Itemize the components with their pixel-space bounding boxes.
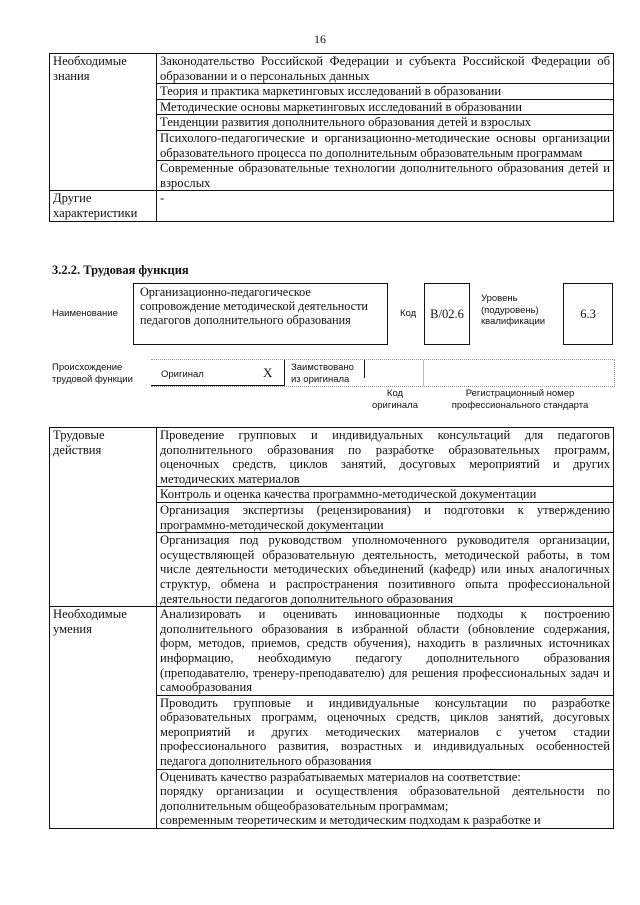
skill-item: Проводить групповые и индивидуальные консультации по разработке образовательных программ, оценочных средств, циклов занятий, досуговых мероприятий и других методических материалов с учетом стадии профессионального развития, возрастных и индивидуальных особенностей педагога дополнительного образования [157, 695, 614, 769]
function-name-box: Организационно-педагогическое сопровождение методической деятельности педагогов дополнительного образования [133, 283, 388, 345]
original-label: Оригинал [161, 369, 204, 380]
knowledge-item: Тенденции развития дополнительного образования детей и взрослых [157, 115, 614, 131]
knowledge-item: Методические основы маркетинговых исследований в образовании [157, 99, 614, 115]
knowledge-item: Законодательство Российской Федерации и субъекта Российской Федерации об образовании и о персональных данных [157, 54, 614, 84]
code-label: Код [400, 308, 417, 319]
labor-action-item: Организация под руководством уполномоченного руководителя организации, осуществляющей образовательную деятельность, методической работы, в том числе деятельности методических объединений (кафедр) или иных аналогичных структур, обмена и распространения позитивного опыта профессиональной деятельности педагогов дополнительного образования [157, 533, 614, 607]
labor-actions-label: Трудовые действия [50, 428, 157, 607]
code-original-caption: Код оригинала [371, 388, 418, 411]
level-label: Уровень (подуровень) квалификации [481, 293, 546, 327]
function-code-box: B/02.6 [424, 283, 470, 345]
required-skills-label: Необходимые умения [50, 607, 157, 829]
labor-action-item: Проведение групповых и индивидуальных консультаций для педагогов дополнительного образования по разработке образовательных программ, оценочных средств, циклов занятий, досуговых мероприятий и других методических материалов [157, 428, 614, 487]
actions-skills-table [49, 427, 614, 829]
other-characteristics-label: Другие характеристики [50, 191, 157, 221]
required-knowledge-label: Необходимые знания [50, 54, 157, 191]
knowledge-table [49, 53, 614, 222]
borrowed-label: Заимствовано из оригинала [291, 362, 354, 385]
qualification-level-box: 6.3 [563, 283, 613, 345]
knowledge-item: Психолого-педагогические и организационно-методические основы организации образовательного процесса по дополнительным образовательным программам [157, 130, 614, 160]
other-characteristics-value: - [157, 191, 614, 221]
original-mark: X [263, 365, 273, 380]
knowledge-item: Современные образовательные технологии дополнительного образования детей и взрослых [157, 161, 614, 191]
reg-number-caption: Регистрационный номер профессионального стандарта [451, 388, 589, 411]
page-number: 16 [314, 32, 326, 46]
divider [423, 360, 424, 386]
origin-label: Происхождение трудовой функции [52, 362, 133, 385]
knowledge-item: Теория и практика маркетинговых исследований в образовании [157, 84, 614, 100]
name-label: Наименование [52, 308, 118, 319]
skill-item: Оценивать качество разрабатываемых материалов на соответствие: порядку организации и осуществления образовательной деятельности по дополнительным общеобразовательным программам; современным теоретическим и методическим подходам к разработке и [157, 769, 614, 828]
skill-item: Анализировать и оценивать инновационные подходы к построению дополнительного образования в избранной области (обновление содержания, форм, методов, приемов, средств обучения), находить в различных источниках информацию, необходимую педагогу дополнительного образования (преподавателю, тренеру-преподавателю) для решения профессиональных задач и самообразования [157, 607, 614, 696]
divider [364, 360, 365, 378]
origin-row [151, 359, 615, 387]
labor-action-item: Организация экспертизы (рецензирования) и подготовки к утверждению программно-методической документации [157, 502, 614, 532]
labor-action-item: Контроль и оценка качества программно-методической документации [157, 487, 614, 503]
section-title: 3.2.2. Трудовая функция [52, 263, 189, 277]
